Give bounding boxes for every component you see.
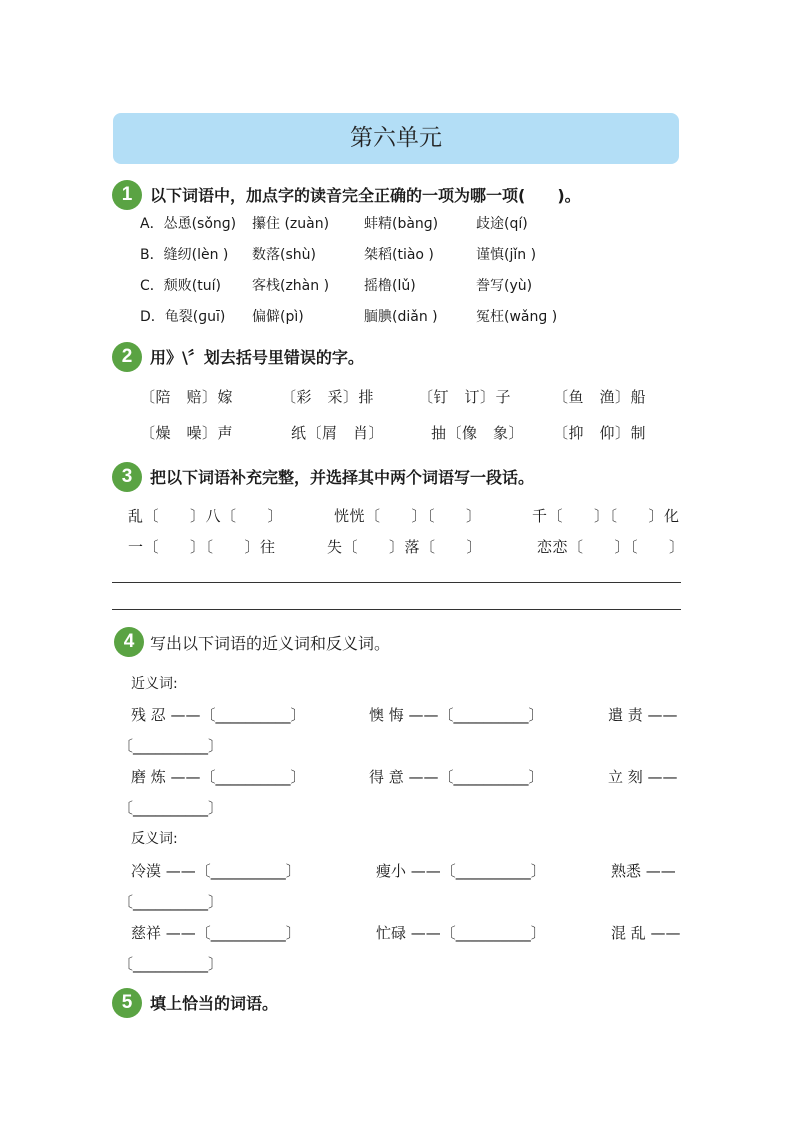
option-d-word-1: D．龟裂(ɡuī) [140,309,226,325]
option-b-word-3: 桀稻(tiào ) [364,247,434,263]
q3-item-3: 千〔 〕〔 〕化 [532,507,680,525]
option-d-word-3: 腼腆(diǎn ) [364,309,438,325]
q3-item-2: 恍恍〔 〕〔 〕 [334,507,482,525]
q3-item-4: 一〔 〕〔 〕往 [128,538,276,556]
option-b-word-2: 数落(shù) [252,247,316,263]
antonym-item-4: 慈祥 ——〔__________〕 [131,924,301,942]
q3-item-6: 恋恋〔 〕〔 〕 [537,538,685,556]
q2-item-7: 抽〔像 象〕 [431,424,525,442]
option-d-word-2: 偏僻(pì) [252,309,304,325]
option-b-word-4: 谨慎(jǐn ) [476,247,537,263]
antonym-item-1: 冷漠 ——〔__________〕 [131,862,301,880]
option-c-word-3: 摇橹(lǔ) [364,278,416,294]
unit-title-banner [113,113,679,164]
synonym-item-2: 懊 悔 ——〔__________〕 [369,706,544,724]
q2-item-2: 〔彩 采〕排 [281,388,375,406]
q3-item-1: 乱〔 〕八〔 〕 [128,507,284,525]
question-5-badge: 5 [112,988,142,1018]
question-5-title: 填上恰当的词语。 [150,994,279,1013]
question-3-badge: 3 [112,462,142,492]
option-c-word-2: 客栈(zhàn ) [252,278,330,294]
synonym-item-3: 遣 责 —— [608,706,678,724]
option-a-word-3: 蚌精(bànɡ) [364,216,439,232]
antonym-item-6: 混 乱 —— [611,924,681,942]
q2-item-6: 纸〔屑 肖〕 [291,424,385,442]
question-2-badge: 2 [112,342,142,372]
option-d-word-4: 冤枉(wǎnɡ ) [476,309,558,325]
question-1-title: 以下词语中，加点字的读音完全正确的一项为哪一项( )。 [150,186,581,205]
q3-item-5: 失〔 〕落〔 〕 [327,538,483,556]
writing-line-2[interactable] [112,609,681,610]
q2-item-1: 〔陪 赔〕嫁 [140,388,234,406]
option-b-word-1: B．缝纫(lèn ) [140,247,229,263]
option-a-word-2: 攥住 (zuàn) [252,216,330,232]
q2-item-5: 〔燥 噪〕声 [140,424,234,442]
synonym-item-6-blank: 〔__________〕 [118,799,224,817]
synonym-item-3-blank: 〔__________〕 [118,737,224,755]
question-3-title: 把以下词语补充完整，并选择其中两个词语写一段话。 [150,468,535,487]
q2-item-3: 〔钉 订〕子 [418,388,512,406]
question-2-title: 用》\〞划去括号里错误的字。 [150,348,364,367]
antonym-item-6-blank: 〔__________〕 [118,955,224,973]
antonym-item-2: 瘦小 ——〔__________〕 [376,862,546,880]
synonym-item-6: 立 刻 —— [608,768,678,786]
option-c-word-1: C．颓败(tuí) [140,278,221,294]
synonym-item-4: 磨 炼 ——〔__________〕 [131,768,306,786]
writing-line-1[interactable] [112,582,681,583]
question-1-badge: 1 [112,180,142,210]
q2-item-8: 〔抑 仰〕制 [553,424,647,442]
antonym-item-5: 忙碌 ——〔__________〕 [376,924,546,942]
question-4-badge: 4 [114,627,144,657]
antonym-item-3-blank: 〔__________〕 [118,893,224,911]
unit-title: 第六单元 [350,125,442,151]
synonym-item-1: 残 忍 ——〔__________〕 [131,706,306,724]
antonyms-label: 反义词: [131,831,178,847]
option-c-word-4: 誊写(yù) [476,278,533,294]
q2-item-4: 〔鱼 渔〕船 [553,388,647,406]
antonym-item-3: 熟悉 —— [611,862,676,880]
synonyms-label: 近义词: [131,676,178,692]
question-4-title: 写出以下词语的近义词和反义词。 [150,634,391,653]
option-a-word-4: 歧途(qí) [476,216,528,232]
option-a-word-1: A．怂恿(sǒnɡ) [140,216,237,232]
synonym-item-5: 得 意 ——〔__________〕 [369,768,544,786]
